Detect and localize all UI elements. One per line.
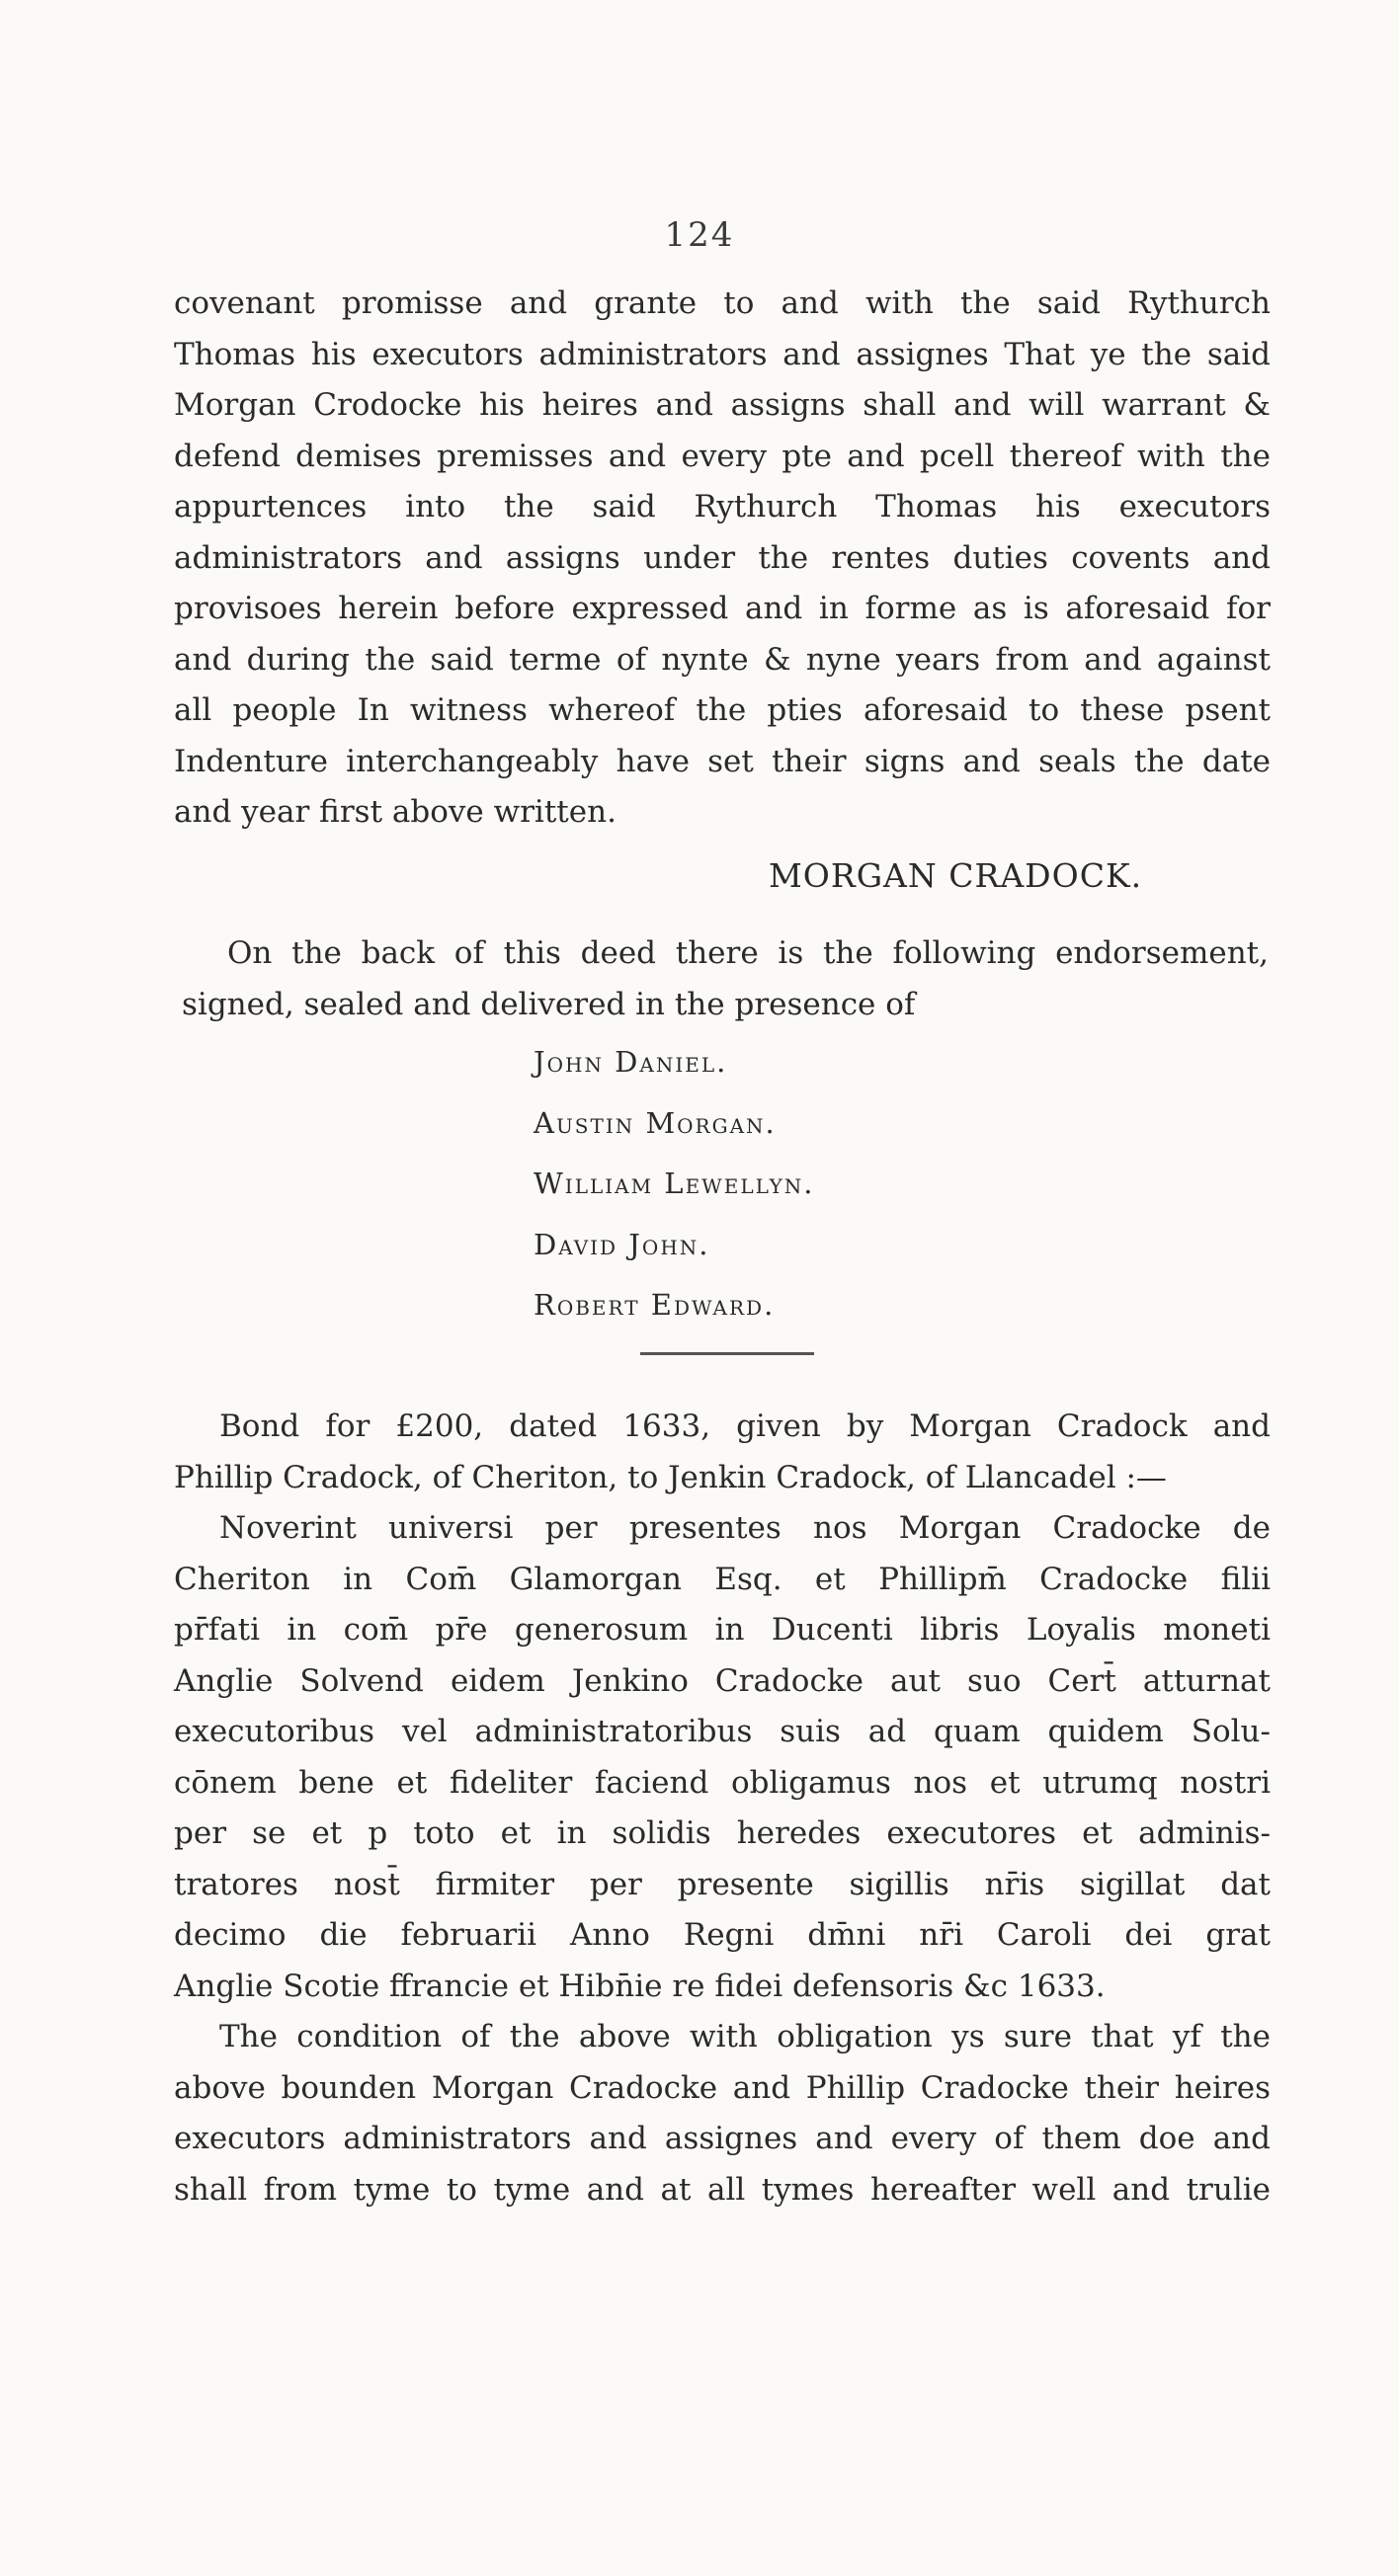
text-line: administrators and assigns under the rentes duties covents and xyxy=(174,539,1271,576)
text-line: above bounden Morgan Cradocke and Phillip Cradocke their heires xyxy=(174,2069,1271,2106)
witness-name: David John. xyxy=(534,1227,710,1261)
signature: MORGAN CRADOCK. xyxy=(769,856,1143,895)
text-line: Anglie Solvend eidem Jenkino Cradocke aut suo Cert̄ atturnat xyxy=(174,1662,1271,1699)
text-line: Cheriton in Com̄ Glamorgan Esq. et Phillipm̄ Cradocke filii xyxy=(174,1561,1271,1597)
text-line: Noverint universi per presentes nos Morgan Cradocke de xyxy=(219,1510,1271,1546)
text-line: and year first above written. xyxy=(174,794,617,830)
text-line: appurtences into the said Rythurch Thomas his executors xyxy=(174,489,1271,524)
text-line: On the back of this deed there is the following endorsement, xyxy=(227,935,1269,971)
witness-list xyxy=(534,1032,815,1336)
witness-name: William Lewellyn. xyxy=(534,1167,815,1200)
text-line: defend demises premisses and every pte and pcell thereof with the xyxy=(174,438,1271,474)
text-line: Indenture interchangeably have set their signs and seals the date xyxy=(174,743,1271,779)
text-line: signed, sealed and delivered in the presence of xyxy=(182,986,916,1022)
text-line: Morgan Crodocke his heires and assigns shall and will warrant & xyxy=(174,387,1271,423)
text-line: executoribus vel administratoribus suis ad quam quidem Solu- xyxy=(174,1714,1271,1749)
text-line: provisoes herein before expressed and in forme as is aforesaid for xyxy=(174,591,1271,626)
witness-name: John Daniel. xyxy=(534,1045,728,1079)
text-line: cōnem bene et fideliter faciend obligamus nos et utrumq nostri xyxy=(174,1764,1271,1801)
text-line: per se et p toto et in solidis heredes executores et adminis- xyxy=(174,1815,1271,1851)
witness-name: Austin Morgan. xyxy=(534,1105,777,1140)
text-line: shall from tyme to tyme and at all tymes hereafter well and trulie xyxy=(174,2171,1271,2208)
bond-paragraph xyxy=(174,1402,1271,2215)
text-line: Thomas his executors administrators and assignes That ye the said xyxy=(174,336,1271,372)
witness-name: Robert Edward. xyxy=(534,1288,776,1322)
text-line: executors administrators and assignes and every of them doe and xyxy=(174,2121,1271,2156)
endorsement-paragraph xyxy=(182,928,1269,1030)
text-line: decimo die februarii Anno Regni dm̄ni nr̄i Caroli dei grat xyxy=(174,1917,1271,1953)
text-line: tratores nost̄ firmiter per presente sigillis nr̄is sigillat dat xyxy=(174,1866,1271,1902)
section-divider xyxy=(640,1352,814,1355)
text-line: and during the said terme of nynte & nyne years from and against xyxy=(174,641,1271,678)
page-number: 124 xyxy=(664,215,735,255)
text-line: covenant promisse and grante to and with the said Rythurch xyxy=(174,285,1271,321)
text-line: The condition of the above with obligation ys sure that yf the xyxy=(219,2019,1271,2054)
deed-paragraph xyxy=(174,279,1271,839)
text-line: pr̄fati in com̄ pr̄e generosum in Ducenti libris Loyalis moneti xyxy=(174,1612,1271,1648)
text-line: Anglie Scotie ffrancie et Hibn̄ie re fidei defensoris &c 1633. xyxy=(174,1968,1106,2004)
text-line: Bond for £200, dated 1633, given by Morgan Cradock and xyxy=(219,1409,1271,1444)
text-line: all people In witness whereof the pties aforesaid to these psent xyxy=(174,692,1271,728)
text-line: Phillip Cradock, of Cheriton, to Jenkin Cradock, of Llancadel :— xyxy=(174,1459,1167,1495)
